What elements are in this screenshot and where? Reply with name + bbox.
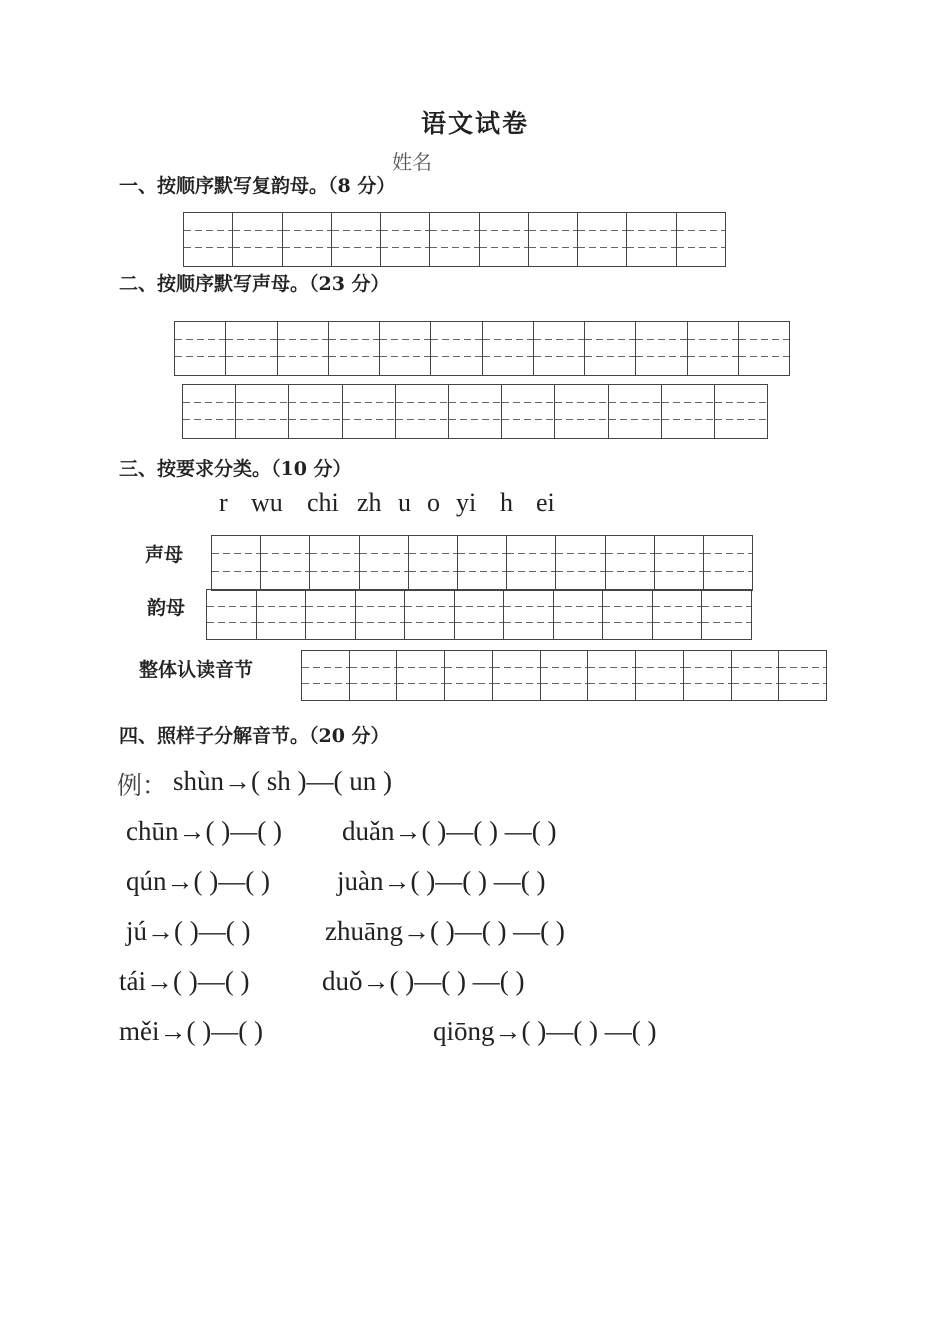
writing-cell[interactable] [578,213,627,266]
example-row [0,766,950,802]
writing-cell[interactable] [655,536,704,590]
exercise-item: qún→( )—( ) [126,866,270,896]
exercise-row [0,816,950,852]
writing-cell[interactable] [445,651,493,700]
writing-cell[interactable] [534,322,585,375]
exercise-row [0,1016,950,1052]
writing-cell[interactable] [455,590,505,639]
writing-cell[interactable] [431,322,482,375]
writing-cell[interactable] [541,651,589,700]
exercise-item: chūn→( )—( ) [126,816,282,846]
writing-cell[interactable] [779,651,826,700]
section-4-heading: 四、照样子分解音节。（20 分） [119,725,390,747]
writing-cell[interactable] [636,322,687,375]
writing-cell[interactable] [556,536,605,590]
writing-cell[interactable] [684,651,732,700]
writing-cell[interactable] [483,322,534,375]
writing-cell[interactable] [449,385,502,438]
writing-cell[interactable] [184,213,233,266]
grid-section-1[interactable] [183,212,726,267]
writing-cell[interactable] [397,651,445,700]
writing-cell[interactable] [430,213,479,266]
writing-cell[interactable] [677,213,725,266]
writing-cell[interactable] [380,322,431,375]
writing-cell[interactable] [702,590,751,639]
example-text: shùn→( sh )—( un ) [173,766,392,796]
writing-cell[interactable] [662,385,715,438]
grid-section-2-row-1[interactable] [174,321,790,376]
exercise-item: qiōng→( )—( ) —( ) [433,1016,657,1046]
exercise-row [0,916,950,952]
letter-list [0,488,950,522]
section-2-heading: 二、按顺序默写声母。（23 分） [119,273,390,295]
writing-cell[interactable] [493,651,541,700]
exercise-item: zhuāng→( )—( ) —( ) [325,916,565,946]
writing-cell[interactable] [502,385,555,438]
writing-cell[interactable] [704,536,752,590]
writing-cell[interactable] [739,322,789,375]
writing-cell[interactable] [233,213,282,266]
section-1-heading: 一、按顺序默写复韵母。（8 分） [119,175,396,197]
zhengti-label: 整体认读音节 [139,659,254,681]
writing-cell[interactable] [306,590,356,639]
writing-cell[interactable] [183,385,236,438]
writing-cell[interactable] [715,385,767,438]
letter-item: ei [536,488,555,517]
exercise-row [0,966,950,1002]
section-3-heading: 三、按要求分类。（10 分） [119,458,352,480]
letter-item: chi [307,488,339,517]
exercise-row [0,866,950,902]
writing-cell[interactable] [332,213,381,266]
writing-cell[interactable] [603,590,653,639]
writing-cell[interactable] [302,651,350,700]
writing-cell[interactable] [360,536,409,590]
writing-cell[interactable] [350,651,398,700]
writing-cell[interactable] [396,385,449,438]
writing-cell[interactable] [343,385,396,438]
writing-cell[interactable] [226,322,277,375]
letter-item: wu [251,488,283,517]
writing-cell[interactable] [329,322,380,375]
writing-cell[interactable] [606,536,655,590]
writing-cell[interactable] [236,385,289,438]
grid-shengmu[interactable] [211,535,753,591]
writing-cell[interactable] [653,590,703,639]
letter-item: o [427,488,440,517]
writing-cell[interactable] [636,651,684,700]
shengmu-label: 声母 [145,544,184,566]
writing-cell[interactable] [507,536,556,590]
grid-zhengti[interactable] [301,650,827,701]
exercise-item: jú→( )—( ) [126,916,251,946]
writing-cell[interactable] [458,536,507,590]
exercise-item: tái→( )—( ) [119,966,250,996]
example-prefix: 例： [117,771,168,800]
letter-item: yi [456,488,477,517]
writing-cell[interactable] [555,385,608,438]
writing-cell[interactable] [588,651,636,700]
writing-cell[interactable] [278,322,329,375]
writing-cell[interactable] [409,536,458,590]
writing-cell[interactable] [283,213,332,266]
writing-cell[interactable] [529,213,578,266]
yunmu-label: 韵母 [147,597,186,619]
letter-item: h [500,488,513,517]
writing-cell[interactable] [261,536,310,590]
writing-cell[interactable] [609,385,662,438]
exercise-item: juàn→( )—( ) —( ) [337,866,546,896]
writing-cell[interactable] [175,322,226,375]
writing-cell[interactable] [356,590,406,639]
writing-cell[interactable] [732,651,780,700]
writing-cell[interactable] [585,322,636,375]
writing-cell[interactable] [289,385,342,438]
exercise-item: duǎn→( )—( ) —( ) [342,816,557,846]
letter-item: zh [357,488,382,517]
grid-section-2-row-2[interactable] [182,384,768,439]
letter-item: r [219,488,228,517]
writing-cell[interactable] [554,590,604,639]
writing-cell[interactable] [207,590,257,639]
exercise-item: duǒ→( )—( ) —( ) [322,966,525,996]
writing-cell[interactable] [688,322,739,375]
grid-yunmu[interactable] [206,589,752,640]
writing-cell[interactable] [405,590,455,639]
writing-cell[interactable] [381,213,430,266]
page-title: 语文试卷 [420,109,529,138]
writing-cell[interactable] [627,213,676,266]
writing-cell[interactable] [480,213,529,266]
writing-cell[interactable] [310,536,359,590]
writing-cell[interactable] [212,536,261,590]
writing-cell[interactable] [257,590,307,639]
exercise-item: měi→( )—( ) [119,1016,263,1046]
letter-item: u [398,488,411,517]
name-label: 姓名 [392,150,432,174]
writing-cell[interactable] [504,590,554,639]
